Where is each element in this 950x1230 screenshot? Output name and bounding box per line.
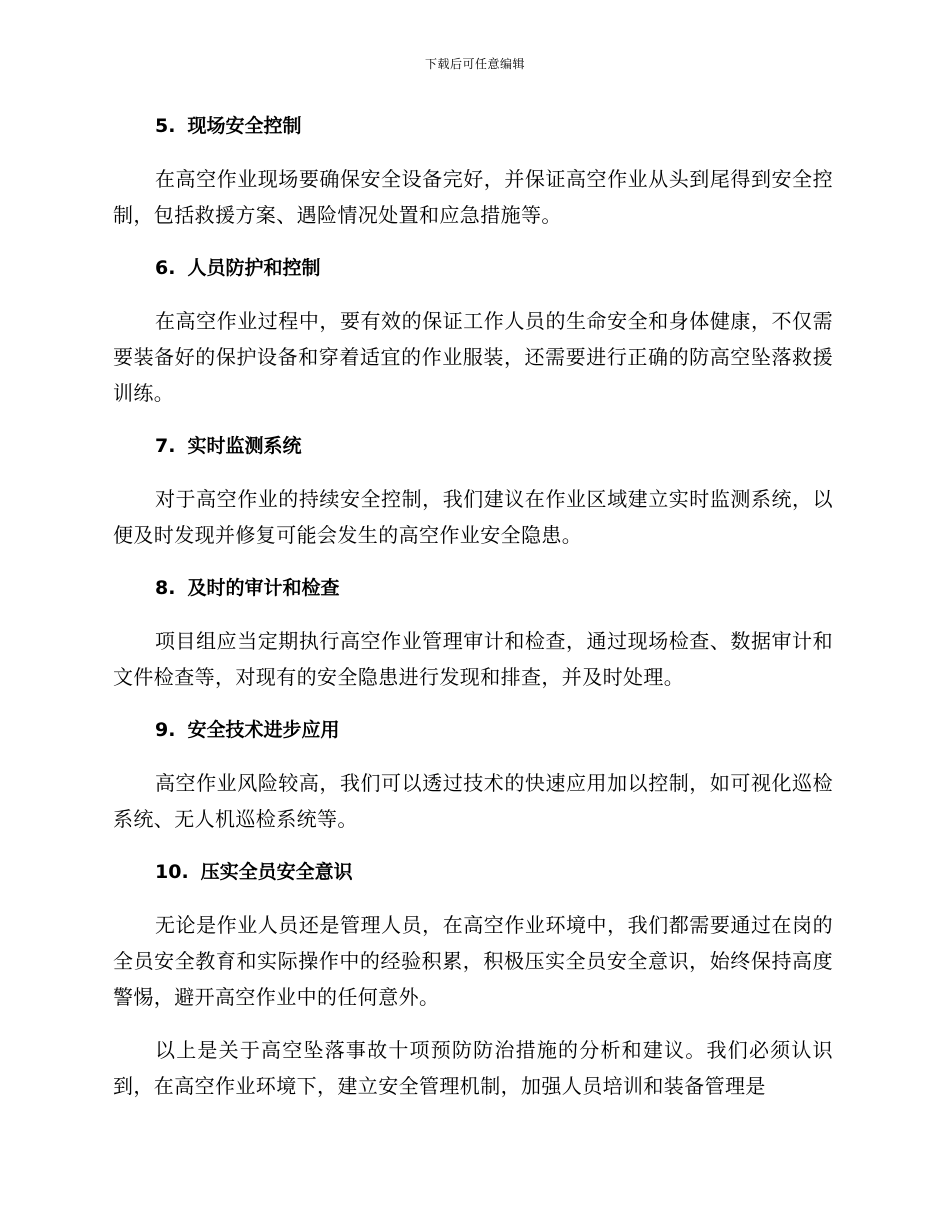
section-number: 6.	[155, 257, 176, 279]
section-title: 人员防护和控制	[187, 257, 321, 279]
section-number: 9.	[155, 719, 176, 741]
section-paragraph-8: 项目组应当定期执行高空作业管理审计和检查，通过现场检查、数据审计和文件检查等，对现有的安全隐患进行发现和排查，并及时处理。	[113, 629, 833, 689]
section-number: 5.	[155, 115, 176, 137]
section-heading-9	[113, 712, 833, 748]
section-heading-5	[113, 108, 833, 144]
section-heading-8	[113, 570, 833, 606]
section-paragraph-5: 在高空作业现场要确保安全设备完好，并保证高空作业从头到尾得到安全控制，包括救援方案、遇险情况处置和应急措施等。	[113, 167, 833, 227]
section-number: 10.	[155, 861, 189, 883]
section-number: 7.	[155, 435, 176, 457]
section-title: 压实全员安全意识	[200, 861, 353, 883]
section-title: 实时监测系统	[187, 435, 302, 457]
section-paragraph-9: 高空作业风险较高，我们可以透过技术的快速应用加以控制，如可视化巡检系统、无人机巡检系统等。	[113, 771, 833, 831]
section-paragraph-10: 无论是作业人员还是管理人员，在高空作业环境中，我们都需要通过在岗的全员安全教育和实际操作中的经验积累，积极压实全员安全意识，始终保持高度警惕，避开高空作业中的任何意外。	[113, 913, 833, 1009]
section-number: 8.	[155, 577, 176, 599]
section-title: 安全技术进步应用	[187, 719, 340, 741]
section-heading-7	[113, 428, 833, 464]
section-heading-10	[113, 854, 833, 890]
page-header: 下载后可任意编辑	[424, 57, 525, 71]
conclusion-paragraph: 以上是关于高空坠落事故十项预防防治措施的分析和建议。我们必须认识到，在高空作业环境下，建立安全管理机制，加强人员培训和装备管理是	[113, 1038, 833, 1098]
section-title: 现场安全控制	[187, 115, 302, 137]
section-heading-6	[113, 250, 833, 286]
section-paragraph-6: 在高空作业过程中，要有效的保证工作人员的生命安全和身体健康，不仅需要装备好的保护设备和穿着适宜的作业服装，还需要进行正确的防高空坠落救援训练。	[113, 309, 833, 405]
document-body	[113, 108, 833, 1104]
section-paragraph-7: 对于高空作业的持续安全控制，我们建议在作业区域建立实时监测系统，以便及时发现并修复可能会发生的高空作业安全隐患。	[113, 487, 833, 547]
section-title: 及时的审计和检查	[187, 577, 340, 599]
